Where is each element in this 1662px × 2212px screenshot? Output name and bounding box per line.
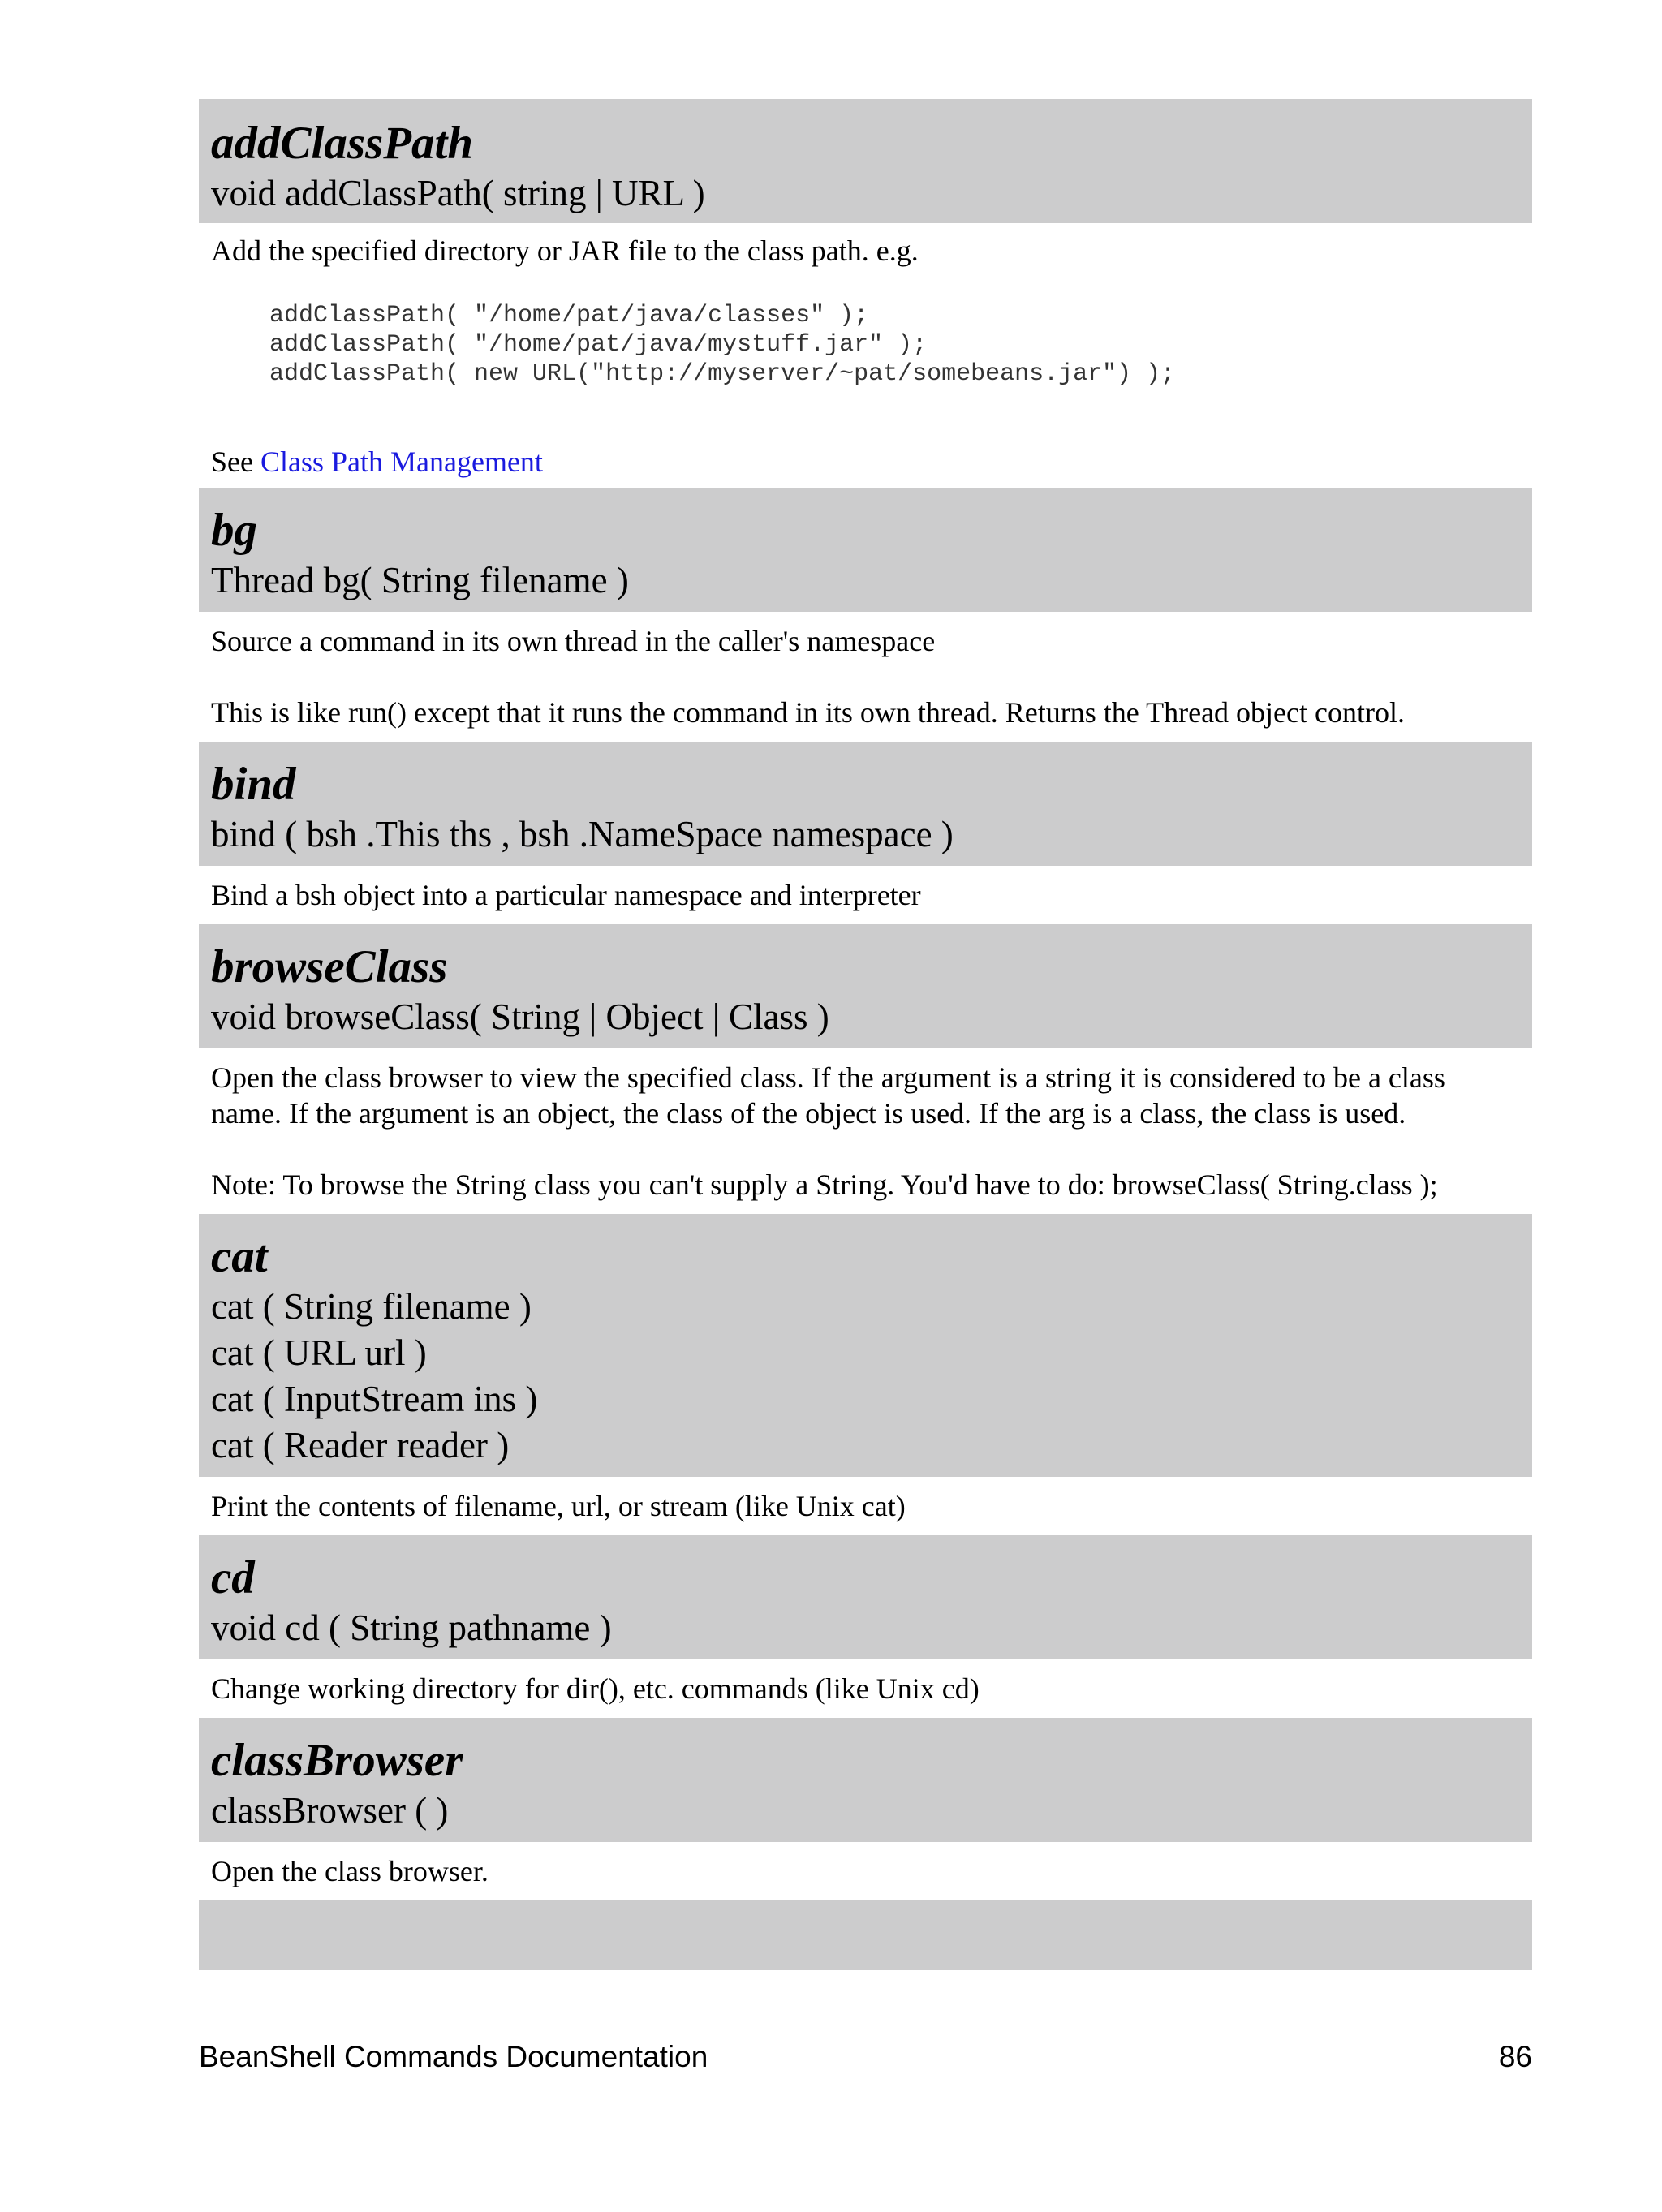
command-cat (199, 1214, 1532, 1535)
code-line: addClassPath( new URL("http://myserver/~pat/somebeans.jar") ); (269, 360, 1176, 388)
command-name: browseClass (211, 941, 448, 992)
command-bg (199, 488, 1532, 742)
command-signature: bind ( bsh .This ths , bsh .NameSpace namespace ) (211, 814, 954, 854)
command-name: bind (211, 759, 296, 810)
command-description: Print the contents of filename, url, or stream (like Unix cat) (211, 1490, 906, 1522)
command-header (199, 924, 1532, 1048)
command-header (199, 742, 1532, 866)
command-header (199, 99, 1532, 223)
class-path-management-link[interactable]: Class Path Management (260, 445, 543, 478)
command-description-extra: This is like run() except that it runs the command in its own thread. Returns the Thread object control. (211, 696, 1405, 729)
command-description: Bind a bsh object into a particular namespace and interpreter (211, 879, 921, 911)
command-signature: cat ( String filename ) (211, 1286, 532, 1327)
command-body (199, 223, 1532, 488)
command-name: cd (211, 1552, 255, 1603)
page-footer (199, 2039, 1532, 2075)
command-bind (199, 742, 1532, 924)
page-number: 86 (1498, 2040, 1532, 2073)
document-page (199, 99, 1532, 1970)
command-signature: void addClassPath( string | URL ) (211, 173, 705, 213)
command-body (199, 1659, 1532, 1718)
command-name: bg (211, 505, 257, 556)
command-body (199, 612, 1532, 742)
command-description: Source a command in its own thread in the caller's namespace (211, 625, 936, 657)
command-body (199, 1842, 1532, 1900)
command-header (199, 1718, 1532, 1842)
command-name: addClassPath (211, 118, 474, 169)
code-line: addClassPath( "/home/pat/java/mystuff.jar" ); (269, 331, 928, 359)
command-signature: cat ( InputStream ins ) (211, 1379, 538, 1419)
command-signature: cat ( Reader reader ) (211, 1425, 510, 1465)
command-name: classBrowser (211, 1735, 463, 1786)
command-classbrowser (199, 1718, 1532, 1900)
command-body (199, 1048, 1532, 1214)
command-body (199, 866, 1532, 924)
command-name: cat (211, 1231, 268, 1282)
command-description-extra: Note: To browse the String class you can't supply a String. You'd have to do: browseClass( String.class ); (211, 1168, 1438, 1201)
command-description: Add the specified directory or JAR file to the class path. e.g. (211, 235, 919, 267)
command-header (199, 1214, 1532, 1477)
command-signature: classBrowser ( ) (211, 1790, 449, 1831)
command-description: Open the class browser. (211, 1855, 489, 1887)
command-header (199, 1535, 1532, 1659)
command-description: Open the class browser to view the specified class. If the argument is a string it is considered to be a class name. If the argument is an object, the class of the object is used. If the arg is a class, the class is used. (211, 1061, 1445, 1130)
code-line: addClassPath( "/home/pat/java/classes" ); (269, 302, 869, 329)
command-description: Change working directory for dir(), etc. commands (like Unix cd) (211, 1672, 980, 1705)
command-signature: cat ( URL url ) (211, 1332, 427, 1373)
code-example (269, 301, 1520, 389)
see-also (211, 444, 1520, 480)
command-addclasspath (199, 99, 1532, 488)
footer-title: BeanShell Commands Documentation (199, 2040, 708, 2073)
command-cd (199, 1535, 1532, 1718)
see-prefix: See (211, 445, 260, 478)
command-browseclass (199, 924, 1532, 1214)
command-body (199, 1477, 1532, 1535)
command-signature: void cd ( String pathname ) (211, 1607, 612, 1648)
command-header (199, 488, 1532, 612)
next-command-header (199, 1900, 1532, 1970)
command-signature: void browseClass( String | Object | Class ) (211, 996, 829, 1037)
command-signature: Thread bg( String filename ) (211, 560, 629, 600)
